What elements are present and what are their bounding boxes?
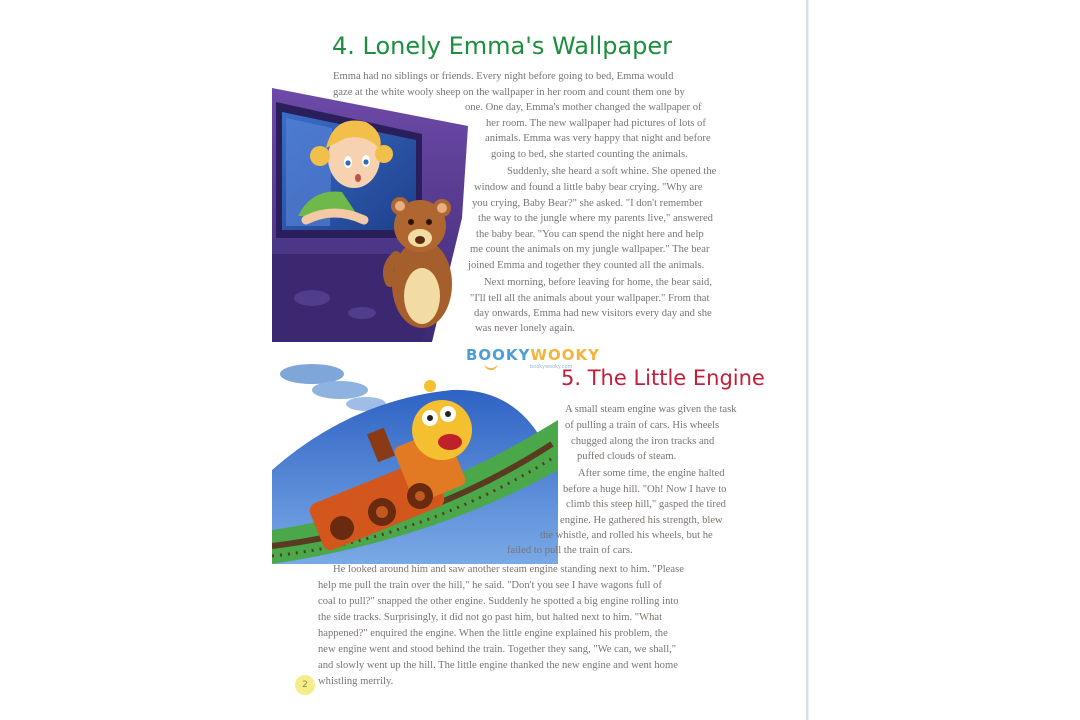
story2-text-line: new engine went and stood behind the train. Together they sang, "We can, we shall," [318,644,677,655]
story2-text-line: coal to pull?" snapped the other engine. Suddenly he spotted a big engine rolling into [318,596,679,607]
story1-text-line: gaze at the white wooly sheep on the wallpaper in her room and count them one by [333,87,685,98]
story2-text-line: He looked around him and saw another steam engine standing next to him. "Please [333,564,684,575]
story-title-engine: 5. The Little Engine [561,366,765,390]
story-title-emma: 4. Lonely Emma's Wallpaper [332,32,673,60]
logo-part-wooky: WOOKY [530,346,600,364]
story1-text-line: "I'll tell all the animals about your wallpaper." From that [470,293,710,304]
story1-text-line: Next morning, before leaving for home, the bear said, [484,277,712,288]
story1-text-line: me count the animals on my jungle wallpaper." The bear [470,244,710,255]
logo-tagline: bookywooky.com [530,364,573,370]
emma-illustration [272,88,468,342]
engine-illustration [272,360,558,564]
story2-text-line: engine. He gathered his strength, blew [560,515,723,526]
story2-text-line: of pulling a train of cars. His wheels [565,420,720,431]
story1-text-line: you crying, Baby Bear?" she asked. "I don't remember [472,198,703,209]
story1-text-line: the baby bear. "You can spend the night here and help [476,229,704,240]
story2-text-line: A small steam engine was given the task [565,404,737,415]
story1-text-line: animals. Emma was very happy that night and before [485,133,711,144]
page-edge-shadow [808,0,809,720]
story1-text-line: Suddenly, she heard a soft whine. She opened the [507,166,717,177]
logo-part-booky: BOOKY [466,346,531,364]
story2-text-line: failed to pull the train of cars. [507,545,633,556]
story2-text-line: help me pull the train over the hill," he said. "Don't you see I have wagons full of [318,580,662,591]
story1-text-line: joined Emma and together they counted all the animals. [468,260,705,271]
story2-text-line: chugged along the iron tracks and [571,436,715,447]
story2-text-line: After some time, the engine halted [578,468,725,479]
story2-text-line: climb this steep hill," gasped the tired [566,499,726,510]
story2-text-line: before a huge hill. "Oh! Now I have to [563,484,727,495]
story1-text-line: window and found a little baby bear crying. "Why are [474,182,703,193]
story2-text-line: whistling merrily. [318,676,394,687]
story1-text-line: her room. The new wallpaper had pictures of lots of [486,118,706,129]
story2-text-line: and slowly went up the hill. The little engine thanked the new engine and went home [318,660,678,671]
story2-text-line: puffed clouds of steam. [577,451,677,462]
story2-text-line: happened?" enquired the engine. When the little engine explained his problem, the [318,628,668,639]
page-number: 2 [295,675,315,695]
story1-text-line: was never lonely again. [475,323,576,334]
story1-text-line: going to bed, she started counting the animals. [491,149,688,160]
story1-text-line: the way to the jungle where my parents live," answered [478,213,713,224]
story1-text-line: day onwards, Emma had new visitors every day and she [474,308,712,319]
story2-text-line: the whistle, and rolled his wheels, but he [540,530,713,541]
story1-text-line: one. One day, Emma's mother changed the wallpaper of [465,102,702,113]
story2-text-line: the side tracks. Surprisingly, it did not go past him, but halted next to him. "What [318,612,663,623]
story1-text-line: Emma had no siblings or friends. Every night before going to bed, Emma would [333,71,674,82]
